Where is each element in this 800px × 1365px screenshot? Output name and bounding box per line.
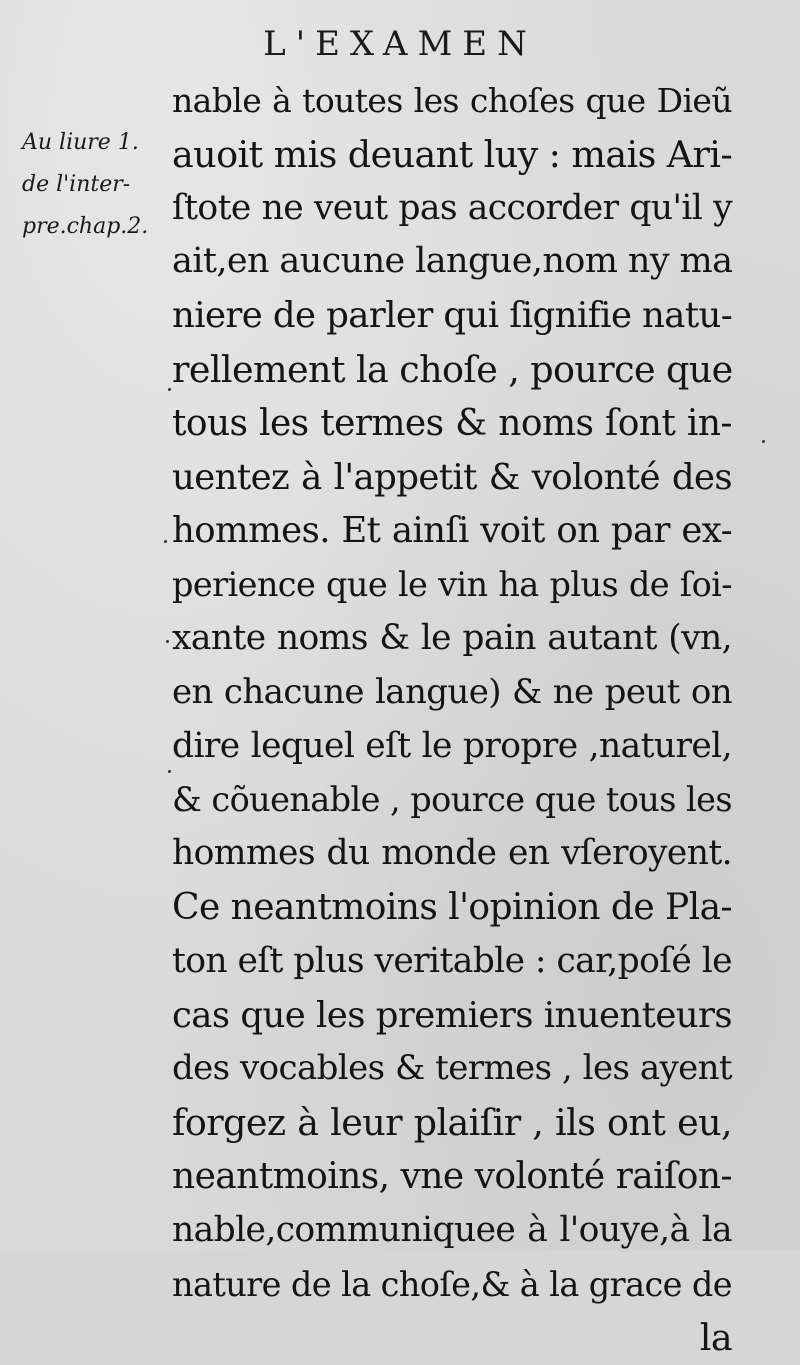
text-line: xante noms & le pain autant (vn, bbox=[172, 617, 732, 658]
ink-speck bbox=[168, 770, 171, 773]
text-line: neantmoins, vne volonté raiſon- bbox=[172, 1155, 732, 1197]
text-line: ſtote ne veut pas accorder qu'il y bbox=[172, 187, 732, 228]
text-line: forgez à leur plaiſir , ils ont eu, bbox=[172, 1101, 732, 1145]
text-line: hommes du monde en vſeroyent. bbox=[172, 833, 732, 874]
ink-speck bbox=[166, 640, 169, 643]
running-head: L'EXAMEN bbox=[263, 24, 537, 64]
text-line: niere de parler qui ſignifie natu- bbox=[172, 295, 733, 337]
ink-speck bbox=[164, 540, 167, 543]
catchword: la bbox=[699, 1316, 732, 1360]
text-line: perience que le vin ha plus de ſoi- bbox=[172, 565, 732, 605]
text-line: ton eſt plus veritable : car,poſé le bbox=[172, 940, 732, 981]
text-line: des vocables & termes , les ayent bbox=[172, 1048, 732, 1089]
margin-note-line: Au liure 1. bbox=[22, 130, 139, 155]
ink-speck bbox=[168, 388, 171, 391]
text-line: nature de la choſe,& à la grace de bbox=[172, 1264, 732, 1304]
ink-speck bbox=[762, 440, 765, 443]
text-line: nable,communiquee à l'ouye,à la bbox=[172, 1209, 732, 1250]
text-line: nable à toutes les choſes que Dieũ bbox=[172, 81, 732, 120]
text-line: en chacune langue) & ne peut on bbox=[172, 671, 732, 712]
text-line: dire lequel eſt le propre ,naturel, bbox=[172, 725, 732, 766]
text-line: rellement la choſe , pource que bbox=[172, 347, 733, 391]
text-line: cas que les premiers inuenteurs bbox=[172, 994, 732, 1036]
margin-note bbox=[22, 122, 172, 248]
margin-note-line: pre.chap.2. bbox=[22, 214, 149, 239]
text-line: & cõuenable , pource que tous les bbox=[172, 780, 732, 820]
body-text bbox=[172, 74, 732, 1365]
text-line: ait,en aucune langue,nom ny ma bbox=[172, 241, 733, 282]
text-line: auoit mis deuant luy : mais Ari- bbox=[172, 132, 733, 176]
margin-note-line: de l'inter- bbox=[22, 172, 131, 197]
text-line: tous les termes & noms ſont in- bbox=[172, 402, 732, 444]
text-line: uentez à l'appetit & volonté des bbox=[172, 456, 732, 498]
text-line: hommes. Et ainſi voit on par ex- bbox=[172, 510, 732, 552]
text-line: Ce neantmoins l'opinion de Pla- bbox=[172, 886, 732, 928]
